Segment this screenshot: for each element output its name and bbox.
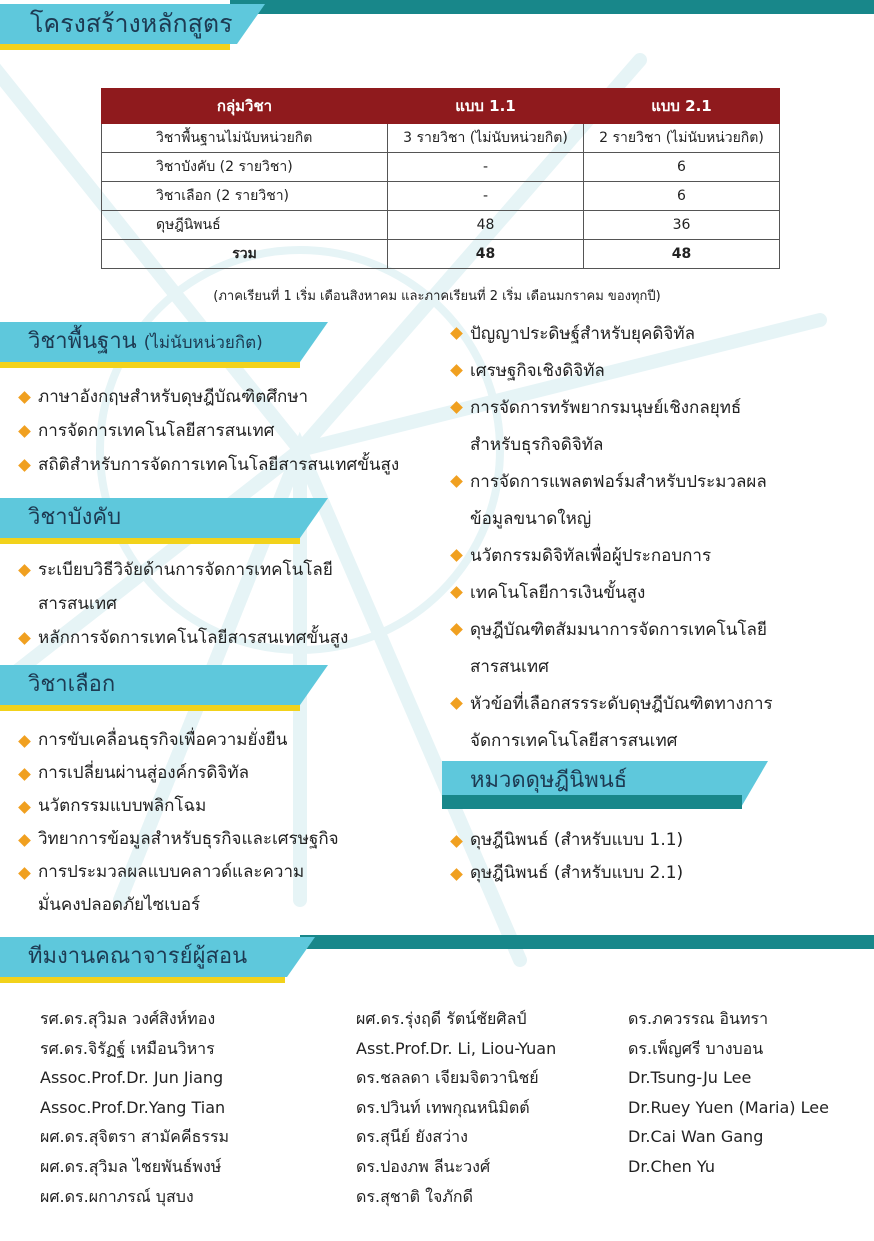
- required-heading: วิชาบังคับ: [28, 505, 122, 530]
- list-item: [20, 856, 339, 922]
- table-cell: -: [388, 153, 584, 182]
- faculty-teal-bar: [300, 935, 874, 949]
- table-row: [102, 211, 780, 240]
- elective-list-right: [452, 316, 773, 760]
- faculty-member: Dr.Chen Yu: [628, 1156, 715, 1176]
- list-item: [20, 621, 348, 655]
- dissertation-banner: [442, 761, 768, 809]
- dissertation-heading: หมวดดุษฎีนิพนธ์: [470, 768, 628, 793]
- table-cell: 48: [388, 240, 584, 269]
- list-item-text: เศรษฐกิจเชิงดิจิทัล: [470, 361, 605, 381]
- table-cell: 48: [388, 211, 584, 240]
- table-cell: วิชาเลือก (2 รายวิชา): [102, 182, 388, 211]
- faculty-member: Assoc.Prof.Dr. Jun Jiang: [40, 1068, 224, 1088]
- table-row: [102, 124, 780, 153]
- faculty-member: Asst.Prof.Dr. Li, Liou-Yuan: [356, 1038, 557, 1058]
- diamond-bullet-icon: [450, 697, 463, 710]
- list-item: [20, 553, 348, 621]
- list-item: [452, 575, 773, 612]
- diamond-bullet-icon: [18, 425, 31, 438]
- list-item-text: ดุษฎีบัณฑิตสัมมนาการจัดการเทคโนโลยี: [470, 620, 767, 640]
- list-item-text: วิทยาการข้อมูลสำหรับธุรกิจและเศรษฐกิจ: [38, 829, 339, 849]
- list-item-text-cont: จัดการเทคโนโลยีสารสนเทศ: [470, 731, 678, 751]
- foundation-list: [20, 380, 399, 482]
- list-item: [20, 757, 339, 790]
- table-cell: ดุษฎีนิพนธ์: [102, 211, 388, 240]
- diamond-bullet-icon: [18, 632, 31, 645]
- table-cell: 36: [584, 211, 780, 240]
- diamond-bullet-icon: [450, 327, 463, 340]
- list-item-text: การจัดการทรัพยากรมนุษย์เชิงกลยุทธ์: [470, 398, 742, 418]
- faculty-member: ดร.เพ็ญศรี บางบอน: [628, 1038, 764, 1058]
- table-cell: 6: [584, 182, 780, 211]
- banner-underline: [0, 705, 300, 711]
- list-item-text: เทคโนโลยีการเงินขั้นสูง: [470, 583, 646, 603]
- faculty-member: ผศ.ดร.ผกาภรณ์ บุสบง: [40, 1186, 194, 1206]
- table-cell: 3 รายวิชา (ไม่นับหน่วยกิต): [388, 124, 584, 153]
- semester-note: (ภาคเรียนที่ 1 เริ่ม เดือนสิงหาคม และภาคเรียนที่ 2 เริ่ม เดือนมกราคม ของทุกปี): [213, 289, 661, 304]
- faculty-member: รศ.ดร.สุวิมล วงศ์สิงห์ทอง: [40, 1009, 216, 1028]
- list-item: [452, 686, 773, 760]
- list-item-text-cont: สารสนเทศ: [38, 594, 117, 614]
- table-header-cell: แบบ 1.1: [388, 89, 584, 124]
- table-header-cell: แบบ 2.1: [584, 89, 780, 124]
- required-list: [20, 553, 348, 655]
- diamond-bullet-icon: [450, 623, 463, 636]
- elective-heading: วิชาเลือก: [28, 672, 116, 697]
- list-item: [20, 448, 399, 482]
- foundation-heading: [28, 322, 263, 363]
- diamond-bullet-icon: [18, 801, 31, 814]
- table-cell: -: [388, 182, 584, 211]
- faculty-member: Dr.Cai Wan Gang: [628, 1127, 764, 1147]
- list-item: [452, 824, 683, 857]
- list-item-text: นวัตกรรมแบบพลิกโฉม: [38, 796, 207, 816]
- elective-list-left: [20, 724, 339, 922]
- faculty-member: ดร.สุชาติ ใจภักดี: [356, 1186, 473, 1206]
- title-teal-bar: [230, 0, 874, 14]
- list-item-text: การประมวลผลแบบคลาวด์และความ: [38, 862, 305, 882]
- banner-underline: [0, 977, 285, 983]
- list-item: [20, 823, 339, 856]
- faculty-member: ผศ.ดร.สุจิตรา สามัคคีธรรม: [40, 1127, 230, 1147]
- faculty-member: ดร.ปองภพ ลีนะวงศ์: [356, 1156, 491, 1176]
- diamond-bullet-icon: [18, 834, 31, 847]
- elective-banner: [0, 665, 328, 705]
- list-item-text: ระเบียบวิธีวิจัยด้านการจัดการเทคโนโลยี: [38, 560, 333, 580]
- diamond-bullet-icon: [18, 564, 31, 577]
- diamond-bullet-icon: [450, 868, 463, 881]
- list-item-text: ดุษฎีนิพนธ์ (สำหรับแบบ 2.1): [470, 863, 684, 883]
- table-cell: 48: [584, 240, 780, 269]
- faculty-member: ผศ.ดร.รุ่งฤดี รัตน์ชัยศิลป์: [356, 1009, 527, 1028]
- table-cell: 6: [584, 153, 780, 182]
- diamond-bullet-icon: [450, 835, 463, 848]
- table-cell: 2 รายวิชา (ไม่นับหน่วยกิต): [584, 124, 780, 153]
- list-item-text: นวัตกรรมดิจิทัลเพื่อผู้ประกอบการ: [470, 546, 712, 566]
- list-item: [452, 316, 773, 353]
- diamond-bullet-icon: [18, 459, 31, 472]
- list-item: [452, 538, 773, 575]
- table-total-row: [102, 240, 780, 269]
- list-item-text: หัวข้อที่เลือกสรรระดับดุษฎีบัณฑิตทางการ: [470, 694, 773, 714]
- list-item-text: การเปลี่ยนผ่านสู่องค์กรดิจิทัล: [38, 763, 250, 783]
- foundation-heading-main: วิชาพื้นฐาน: [28, 329, 137, 354]
- curriculum-table: [101, 88, 780, 269]
- list-item-text: ภาษาอังกฤษสำหรับดุษฎีบัณฑิตศึกษา: [38, 387, 309, 407]
- table-row: [102, 182, 780, 211]
- dissertation-list: [452, 824, 683, 890]
- faculty-member: Dr.Tsung-Ju Lee: [628, 1068, 752, 1088]
- faculty-col-2: [356, 1004, 556, 1211]
- table-cell: วิชาพื้นฐานไม่นับหน่วยกิต: [102, 124, 388, 153]
- list-item-text-cont: สารสนเทศ: [470, 657, 549, 677]
- banner-underline: [0, 538, 300, 544]
- list-item: [20, 724, 339, 757]
- list-item-text: ปัญญาประดิษฐ์สำหรับยุคดิจิทัล: [470, 324, 695, 344]
- list-item: [452, 353, 773, 390]
- list-item: [452, 857, 683, 890]
- diamond-bullet-icon: [450, 586, 463, 599]
- table-cell: รวม: [102, 240, 388, 269]
- title-banner: [0, 4, 265, 44]
- list-item: [20, 380, 399, 414]
- faculty-member: ดร.ปวินท์ เทพกุณหนิมิตต์: [356, 1097, 530, 1117]
- list-item-text: สถิติสำหรับการจัดการเทคโนโลยีสารสนเทศขั้นสูง: [38, 455, 400, 475]
- faculty-member: ดร.สุนีย์ ยังสว่าง: [356, 1127, 468, 1147]
- diamond-bullet-icon: [450, 549, 463, 562]
- list-item: [20, 790, 339, 823]
- faculty-col-1: [40, 1004, 229, 1211]
- diamond-bullet-icon: [450, 475, 463, 488]
- faculty-member: Assoc.Prof.Dr.Yang Tian: [40, 1097, 226, 1117]
- faculty-heading: ทีมงานคณาจารย์ผู้สอน: [28, 944, 248, 969]
- faculty-member: ดร.ภควรรณ อินทรา: [628, 1009, 769, 1028]
- list-item: [452, 390, 773, 464]
- list-item-text-cont: ข้อมูลขนาดใหญ่: [470, 509, 592, 529]
- list-item-text: การจัดการแพลตฟอร์มสำหรับประมวลผล: [470, 472, 767, 492]
- faculty-member: Dr.Ruey Yuen (Maria) Lee: [628, 1097, 829, 1117]
- faculty-banner: [0, 937, 315, 977]
- diamond-bullet-icon: [18, 867, 31, 880]
- table-header-row: [102, 89, 780, 124]
- list-item-text-cont: มั่นคงปลอดภัยไซเบอร์: [38, 895, 201, 915]
- list-item-text: ดุษฎีนิพนธ์ (สำหรับแบบ 1.1): [470, 830, 684, 850]
- table-header-cell: กลุ่มวิชา: [102, 89, 388, 124]
- foundation-heading-sub: (ไม่นับหน่วยกิต): [143, 333, 263, 353]
- list-item-text: การจัดการเทคโนโลยีสารสนเทศ: [38, 421, 275, 441]
- faculty-col-3: [628, 1004, 829, 1182]
- faculty-member: ผศ.ดร.สุวิมล ไชยพันธ์พงษ์: [40, 1156, 222, 1176]
- required-banner: [0, 498, 328, 538]
- list-item: [452, 612, 773, 686]
- table-row: [102, 153, 780, 182]
- page-title: โครงสร้างหลักสูตร: [30, 9, 233, 38]
- diamond-bullet-icon: [450, 364, 463, 377]
- list-item: [20, 414, 399, 448]
- diamond-bullet-icon: [18, 735, 31, 748]
- table-cell: วิชาบังคับ (2 รายวิชา): [102, 153, 388, 182]
- faculty-member: ดร.ชลลดา เจียมจิตวานิชย์: [356, 1068, 539, 1088]
- title-banner-underline: [0, 44, 230, 50]
- list-item-text: หลักการจัดการเทคโนโลยีสารสนเทศขั้นสูง: [38, 628, 349, 648]
- list-item-text: การขับเคลื่อนธุรกิจเพื่อความยั่งยืน: [38, 730, 288, 750]
- foundation-banner: [0, 322, 328, 362]
- diamond-bullet-icon: [18, 768, 31, 781]
- list-item: [452, 464, 773, 538]
- diamond-bullet-icon: [18, 391, 31, 404]
- list-item-text-cont: สำหรับธุรกิจดิจิทัล: [470, 435, 604, 455]
- diamond-bullet-icon: [450, 401, 463, 414]
- faculty-member: รศ.ดร.จิรัฏฐ์ เหมือนวิหาร: [40, 1038, 215, 1058]
